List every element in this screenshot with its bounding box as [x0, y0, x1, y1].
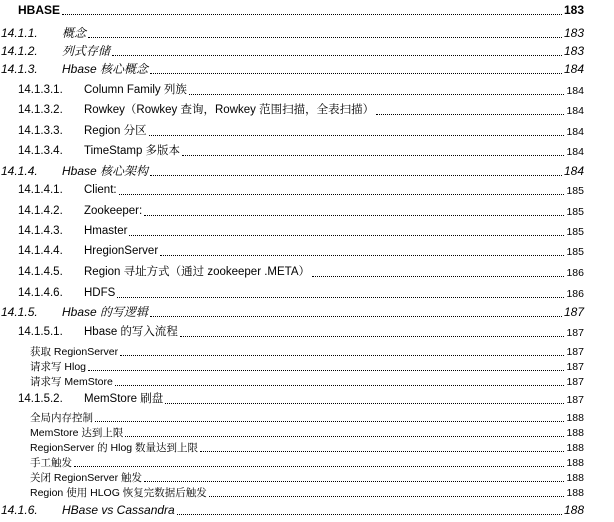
- toc-entry[interactable]: [0, 201, 614, 219]
- toc-entry-number: 14.1.4.5.: [18, 265, 63, 278]
- dot-leader: [376, 114, 564, 115]
- toc-entry-page: 184: [563, 62, 584, 76]
- toc-entry[interactable]: [0, 80, 614, 98]
- toc-entry-page: 187: [566, 345, 584, 358]
- toc-entry-number: 14.1.4.6.: [18, 286, 63, 299]
- toc-entry-number: 14.1.4.1.: [18, 183, 63, 196]
- toc-entry-title: Hbase 的写入流程: [84, 325, 178, 338]
- toc-entry-number: 14.1.3.: [1, 62, 38, 76]
- dot-leader: [180, 336, 565, 337]
- toc-entry[interactable]: [0, 100, 614, 118]
- toc-entry-page: 188: [566, 471, 584, 484]
- dot-leader: [62, 14, 562, 15]
- dot-leader: [119, 194, 565, 195]
- dot-leader: [182, 155, 564, 156]
- dot-leader: [312, 276, 564, 277]
- toc-entry[interactable]: [0, 262, 614, 280]
- toc-entry[interactable]: [0, 221, 614, 239]
- toc-entry-title: Column Family 列族: [84, 83, 187, 96]
- dot-leader: [88, 37, 562, 38]
- dot-leader: [144, 215, 564, 216]
- toc-entry-number: 14.1.5.1.: [18, 325, 63, 338]
- toc-entry-title: 关闭 RegionServer 触发: [30, 471, 143, 484]
- toc-entry-title: Zookeeper:: [84, 204, 143, 217]
- toc-entry-number: 14.1.3.1.: [18, 83, 63, 96]
- toc-entry-page: 188: [566, 441, 584, 454]
- toc-entry-page: 187: [566, 360, 584, 373]
- dot-leader: [112, 55, 562, 56]
- toc-entry-title: HBase vs Cassandra: [62, 503, 175, 517]
- toc-entry-page: 185: [566, 225, 584, 238]
- toc-entry-number: 14.1.5.: [1, 305, 38, 319]
- dot-leader: [189, 94, 565, 95]
- toc-entry-page: 183: [563, 44, 584, 58]
- toc-entry-title: HregionServer: [84, 244, 159, 257]
- toc-entry-page: 185: [566, 205, 584, 218]
- toc-entry-number: 14.1.4.3.: [18, 224, 63, 237]
- toc-entry-title: Hbase 核心架构: [62, 164, 149, 178]
- toc-entry[interactable]: [0, 161, 614, 179]
- toc-entry-page: 183: [563, 26, 584, 40]
- toc-entry-page: 184: [566, 125, 584, 138]
- toc-entry-number: 14.1.3.2.: [18, 103, 63, 116]
- toc-entry-page: 184: [563, 164, 584, 178]
- toc-entry[interactable]: [0, 322, 614, 340]
- dot-leader: [115, 385, 565, 386]
- toc-entry[interactable]: [0, 180, 614, 198]
- dot-leader: [117, 297, 564, 298]
- dot-leader: [150, 73, 562, 74]
- toc-entry-number: 14.1.1.: [1, 26, 38, 40]
- toc-entry-page: 185: [566, 184, 584, 197]
- toc-entry[interactable]: [0, 121, 614, 139]
- toc-entry-page: 186: [566, 266, 584, 279]
- toc-entry-title: 请求写 Hlog: [30, 360, 87, 373]
- toc-entry-page: 187: [566, 375, 584, 388]
- toc-entry-number: 14.1.3.4.: [18, 144, 63, 157]
- toc-entry-title: Rowkey（Rowkey 查询，Rowkey 范围扫描，全表扫描）: [84, 103, 375, 116]
- toc-entry-page: 186: [566, 287, 584, 300]
- toc-entry[interactable]: [0, 23, 614, 41]
- toc-entry[interactable]: [0, 500, 614, 518]
- toc-entry-page: 184: [566, 145, 584, 158]
- toc-entry-title: TimeStamp 多版本: [84, 144, 181, 157]
- toc-entry-number: 14.1.4.2.: [18, 204, 63, 217]
- toc-entry-page: 187: [566, 326, 584, 339]
- toc-entry[interactable]: [0, 241, 614, 259]
- toc-entry[interactable]: [0, 141, 614, 159]
- toc-entry-title: RegionServer 的 Hlog 数量达到上限: [30, 441, 199, 454]
- toc-entry[interactable]: [0, 41, 614, 59]
- toc-entry[interactable]: [0, 302, 614, 320]
- dot-leader: [160, 255, 564, 256]
- toc-entry-page: 188: [566, 426, 584, 439]
- toc-entry-title: 请求写 MemStore: [30, 375, 113, 388]
- toc-entry-title: Region 分区: [84, 124, 147, 137]
- toc-entry-title: MemStore 达到上限: [30, 426, 124, 439]
- toc-entry-number: 14.1.4.: [1, 164, 38, 178]
- dot-leader: [150, 175, 562, 176]
- toc-entry-page: 185: [566, 245, 584, 258]
- toc-entry-number: 14.1.5.2.: [18, 392, 63, 405]
- toc-entry-title: Hbase 核心概念: [62, 62, 149, 76]
- toc-entry-title: Hmaster: [84, 224, 128, 237]
- toc-entry-title: HDFS: [84, 286, 116, 299]
- toc-entry[interactable]: [0, 371, 614, 389]
- dot-leader: [177, 514, 562, 515]
- dot-leader: [165, 403, 564, 404]
- toc-entry-page: 184: [566, 84, 584, 97]
- toc-entry-title: 手工触发: [30, 456, 72, 469]
- toc-entry-title: 概念: [62, 26, 87, 40]
- toc-entry-page: 184: [566, 104, 584, 117]
- dot-leader: [209, 496, 565, 497]
- toc-entry[interactable]: [0, 283, 614, 301]
- toc-entry-page: 188: [563, 503, 584, 517]
- toc-entry-page: 187: [566, 393, 584, 406]
- dot-leader: [149, 135, 565, 136]
- toc-entry[interactable]: [0, 389, 614, 407]
- toc-entry-number: 14.1.3.3.: [18, 124, 63, 137]
- toc-entry-title: 获取 RegionServer: [30, 345, 119, 358]
- toc-entry-number: 14.1.2.: [1, 44, 38, 58]
- toc-entry-page: 188: [566, 456, 584, 469]
- dot-leader: [129, 235, 564, 236]
- toc-entry[interactable]: [0, 482, 614, 500]
- toc-entry-title: MemStore 刷盘: [84, 392, 164, 405]
- toc-entry-title: HBASE: [18, 3, 61, 17]
- toc-entry[interactable]: [0, 0, 614, 18]
- toc-entry-page: 188: [566, 486, 584, 499]
- toc-entry-number: 14.1.6.: [1, 503, 38, 517]
- toc-entry[interactable]: [0, 59, 614, 77]
- toc-entry-title: Region 使用 HLOG 恢复完数据后触发: [30, 486, 207, 499]
- toc-entry-title: 全局内存控制: [30, 411, 93, 424]
- toc-entry-page: 188: [566, 411, 584, 424]
- toc-entry-title: 列式存储: [62, 44, 111, 58]
- toc-entry-number: 14.1.4.4.: [18, 244, 63, 257]
- toc-entry-title: Client:: [84, 183, 117, 196]
- toc-entry-title: Region 寻址方式（通过 zookeeper .META）: [84, 265, 311, 278]
- dot-leader: [150, 316, 562, 317]
- toc-entry-page: 187: [563, 305, 584, 319]
- toc-entry-title: Hbase 的写逻辑: [62, 305, 149, 319]
- toc-entry-page: 183: [563, 3, 584, 17]
